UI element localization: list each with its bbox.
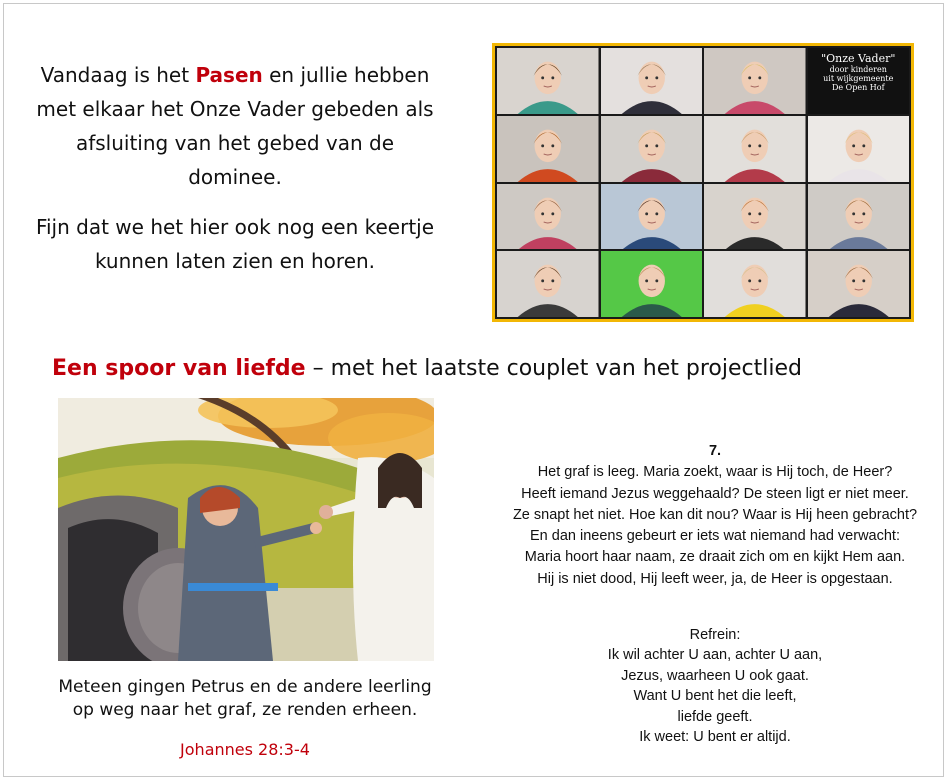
refrain-line: Jezus, waarheen U ook gaat. [621,667,809,684]
refrain-line: liefde geeft. [677,708,753,725]
verse-line: Ze snapt het niet. Hoe kan dit nou? Waar is Hij heen gebracht? [512,506,918,523]
heading-highlight: Een spoor van liefde [52,356,306,381]
intro-paragraph-1: Vandaag is het Pasen en jullie hebben met elkaar het Onze Vader gebeden als afsluiting van het gebed van de dominee. [36,63,434,189]
verse-line: Maria hoort haar naam, ze draait zich om en kijkt Hem aan. [524,549,906,566]
video-participant-tile [704,116,806,182]
intro-text [30,58,440,278]
video-thumbnail[interactable] [492,43,914,322]
video-participant-tile [601,251,703,317]
intro-paragraph-2: Fijn dat we het hier ook nog een keertje kunnen laten zien en horen. [35,215,435,273]
verse-line: Hij is niet dood, Hij leeft weer, ja, de Heer is opgestaan. [537,570,893,587]
verse-line: Heeft iemand Jezus weggehaald? De steen ligt er niet meer. [521,485,909,502]
verse-line: En dan ineens gebeurt er iets wat niemand had verwacht: [530,528,900,545]
video-participant-tile [497,48,599,114]
video-participant-tile [497,251,599,317]
heading-rest: – met het laatste couplet van het projectlied [305,356,802,381]
song-verse [455,441,949,590]
verse-number: 7. [708,443,722,459]
section-heading [52,354,802,384]
intro-highlight: Pasen [195,63,263,87]
verse-line: Het graf is leeg. Maria zoekt, waar is Hij toch, de Heer? [537,464,893,481]
video-participant-tile [704,184,806,250]
song-refrain [455,625,949,747]
illustration-caption: Meteen gingen Petrus en de andere leerling op weg naar het graf, ze renden erheen. [58,677,432,720]
video-subtitle: door kinderen [829,65,887,74]
video-participant-tile [497,116,599,182]
refrain-line: Ik wil achter U aan, achter U aan, [607,647,823,664]
refrain-line: Want U bent het die leeft, [633,688,797,705]
video-participant-tile [808,251,910,317]
video-participant-tile [808,116,910,182]
refrain-label: Refrein: [689,627,741,643]
video-participant-tile [808,184,910,250]
video-subtitle: De Open Hof [831,83,885,92]
bible-reference: Johannes 28:3-4 [180,740,310,759]
video-subtitle: uit wijkgemeente [823,74,894,83]
refrain-line: Ik weet: U bent er altijd. [639,729,791,746]
video-participant-tile [704,48,806,114]
empty-tomb-illustration [58,398,434,661]
video-participant-tile [601,184,703,250]
video-participant-tile [704,251,806,317]
video-title: "Onze Vader" [821,52,896,65]
video-participant-tile [601,116,703,182]
video-title-card [808,48,910,114]
video-participant-tile [601,48,703,114]
video-participant-tile [497,184,599,250]
